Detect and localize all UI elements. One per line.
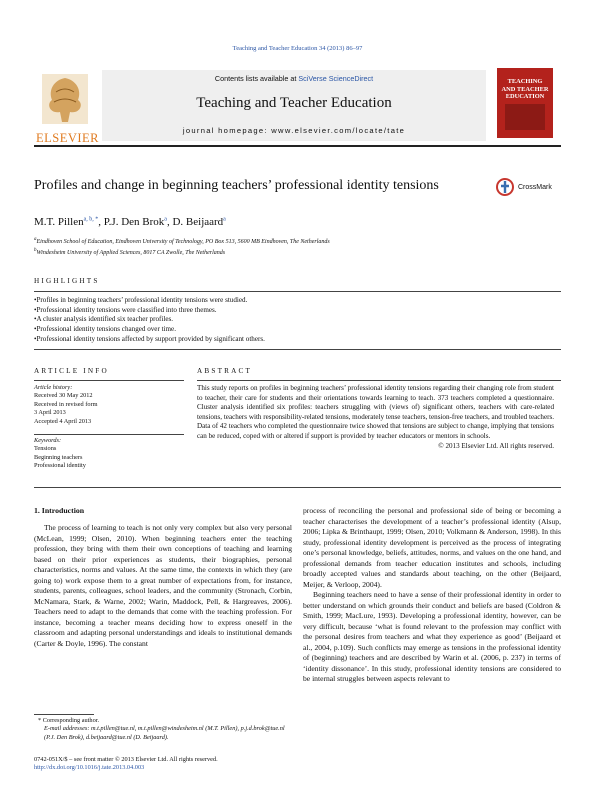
sciencedirect-link[interactable]: SciVerse ScienceDirect: [298, 74, 374, 83]
author-list: M.T. Pillen$^{a, b, *}$, P.J. Den Brok$^a$, D. Beijaard$^a$: [34, 216, 226, 228]
contents-prefix: Contents lists available at: [214, 74, 299, 83]
cover-title-line: AND TEACHER: [501, 85, 549, 93]
journal-homepage[interactable]: journal homepage: www.elsevier.com/locate/tate: [182, 126, 406, 135]
journal-masthead: [102, 70, 486, 141]
crossmark-badge[interactable]: [496, 178, 562, 198]
paragraph: Beginning teachers need to have a sense of their professional identity in order to better understand on which grounds their conduct and beliefs are based (Coldron & Smith, 1999; MacLure, 1993). Developing a professional identity, however, can be very difficult, because ‘what is found relevant to the profession may conflict with the personal desires from teachers and what they experience as good’ (Beijaard et al., 2004, p.109). Such conflicts may emerge as tensions in the professional identity of (beginning) teachers and are described by Warin et al. (2006, p. 237) in terms of ‘identity dissonance’. In this study, professional identity tensions are considered to be internal struggles between aspects relevant to: [303, 590, 561, 683]
affiliation-text: Windesheim University of Applied Sciences, 8017 CA Zwolle, The Netherlands: [36, 249, 226, 256]
highlights-list: [34, 296, 561, 345]
article-info-heading: ARTICLE INFO: [34, 367, 109, 375]
masthead-rule: [34, 145, 561, 147]
article-info-rule: [34, 380, 184, 381]
keywords-label: Keywords:: [34, 434, 184, 445]
publisher-logo-text: ELSEVIER: [36, 131, 100, 145]
elsevier-tree-icon: [36, 70, 94, 128]
list-item: • A cluster analysis identified six teacher profiles.: [34, 315, 561, 325]
email-addresses[interactable]: E-mail addresses: m.t.pillen@tue.nl, m.t.pillen@windesheim.nl (M.T. Pillen), p.j.d.brok@tue.nl (P.J. Den Brok), d.beijaard@tue.nl (D. Beijaard).: [44, 725, 285, 741]
footnote-rule: [34, 714, 94, 715]
corresponding-author-note: * Corresponding author.: [38, 717, 100, 724]
cover-graphic: [505, 104, 545, 130]
author-name: M.T. Pillen: [34, 216, 84, 228]
affiliation-mark: a: [34, 237, 37, 242]
front-matter-rule: [34, 487, 561, 488]
section-heading: 1. Introduction: [34, 506, 85, 515]
author-affil-marks[interactable]: a: [164, 216, 167, 223]
publication-info: [34, 756, 334, 773]
affiliation: [34, 247, 330, 258]
journal-name: Teaching and Teacher Education: [196, 95, 392, 111]
cover-title-line: EDUCATION: [505, 93, 545, 101]
history-entry: 3 April 2013: [34, 409, 66, 417]
cover-title-line: TEACHING: [507, 78, 543, 85]
highlights-bottom-rule: [34, 349, 561, 350]
list-item: • Professional identity tensions were classified into three themes.: [34, 306, 561, 316]
doi-link[interactable]: http://dx.doi.org/10.1016/j.tate.2013.04.003: [34, 764, 145, 772]
author-affil-marks[interactable]: a: [223, 216, 226, 223]
list-item: • Profiles in beginning teachers’ professional identity tensions were studied.: [34, 296, 561, 306]
highlights-rule: [34, 291, 561, 292]
elsevier-logo: [36, 70, 100, 145]
history-entry: Received in revised form: [34, 400, 98, 408]
crossmark-icon: [496, 178, 514, 196]
crossmark-label: CrossMark: [518, 183, 552, 191]
contents-line: [102, 74, 486, 83]
list-item: • Professional identity tensions affected by support provided by significant others.: [34, 335, 561, 345]
article-title: Profiles and change in beginning teachers’ professional identity tensions: [34, 178, 439, 193]
article-info: [34, 384, 184, 471]
abstract: [197, 384, 554, 451]
history-label: Article history:: [34, 384, 73, 391]
author-affil-marks[interactable]: a, b, *: [83, 216, 99, 223]
history-entry: Accepted 4 April 2013: [34, 417, 92, 425]
keyword: Beginning teachers: [34, 453, 83, 461]
journal-cover-thumbnail: [497, 68, 553, 138]
keyword: Tensions: [34, 445, 57, 453]
running-head[interactable]: Teaching and Teacher Education 34 (2013) 86–97: [232, 45, 363, 52]
abstract-heading: ABSTRACT: [197, 367, 253, 375]
issn-line: 0742-051X/$ – see front matter © 2013 Elsevier Ltd. All rights reserved.: [34, 756, 218, 763]
affiliations: [34, 236, 330, 257]
author-name: P.J. Den Brok: [103, 216, 165, 228]
footnotes: [34, 717, 292, 742]
affiliation-mark: b: [34, 247, 37, 253]
body-column-right: [303, 506, 561, 685]
author-name: D. Beijaard: [172, 216, 224, 228]
list-item: • Professional identity tensions changed over time.: [34, 325, 561, 335]
body-column-left: [34, 506, 292, 649]
paragraph: The process of learning to teach is not only very complex but also very personal (McLean, 1999; Olsen, 2010). When beginning teachers enter the teaching profession, they bring with them their own conceptions of teaching and learning based on their prior experiences as students, their biographies, personal characteristics, norms and values. At the same time, the contexts in which they (are going to) work expose them to a great number of expectations from, for instance, students, parents, colleagues, school leaders, and the community (Stronach, Corbin, McNamara, Stark, & Warne, 2002; Warin, Maddock, Pell, & Hargreaves, 2006). Teachers need to adapt to the demands that come with the teaching profession. For instance, becoming a teacher means deciding how to express oneself in the classroom and adapting personal understandings and ideals to institutional demands (Carter & Doyle, 1996). The constant: [34, 523, 292, 648]
affiliation: [34, 236, 330, 247]
abstract-copyright: © 2013 Elsevier Ltd. All rights reserved.: [438, 441, 554, 450]
abstract-text: This study reports on profiles in beginning teachers’ professional identity tensions regarding their changing role from student to teacher, their care for students and their orientations towards learning to teach. 373 teachers completed a questionnaire. Cluster analysis identified six profiles: teachers struggling with (views of) significant others, teachers with care-related tensions, teachers with responsibility-related tensions, moderately tense teachers, tension-free teachers, and troubled teachers. Data of 42 teachers who completed the questionnaire twice showed that tensions are subject to change, implying that tensions can be reduced, coped with or altered if support is provided by teacher educators or mentors in schools.: [197, 384, 554, 440]
abstract-rule: [197, 380, 561, 381]
paragraph: process of reconciling the personal and professional side of being or becoming a teacher characterises the development of a teacher’s professional identity (Alsup, 2006; Lipka & Brinthaupt, 1999; Olsen, 2010; Volkmann & Anderson, 1998). In this study, professional identity development is perceived as the process of integrating one’s personal knowledge, beliefs, attitudes, norms, and values on the one hand, and professional demands from teacher education institutes and schools, including broadly accepted values and standards about teaching, on the other (Beijaard, Meijer, & Verloop, 2004).: [303, 506, 561, 589]
highlights-heading: HIGHLIGHTS: [34, 277, 100, 285]
keyword: Professional identity: [34, 462, 86, 470]
affiliation-text: Eindhoven School of Education, Eindhoven University of Technology, PO Box 513, 5600 MB Eindhoven, The Netherlands: [36, 239, 330, 245]
history-entry: Received 30 May 2012: [34, 392, 93, 400]
